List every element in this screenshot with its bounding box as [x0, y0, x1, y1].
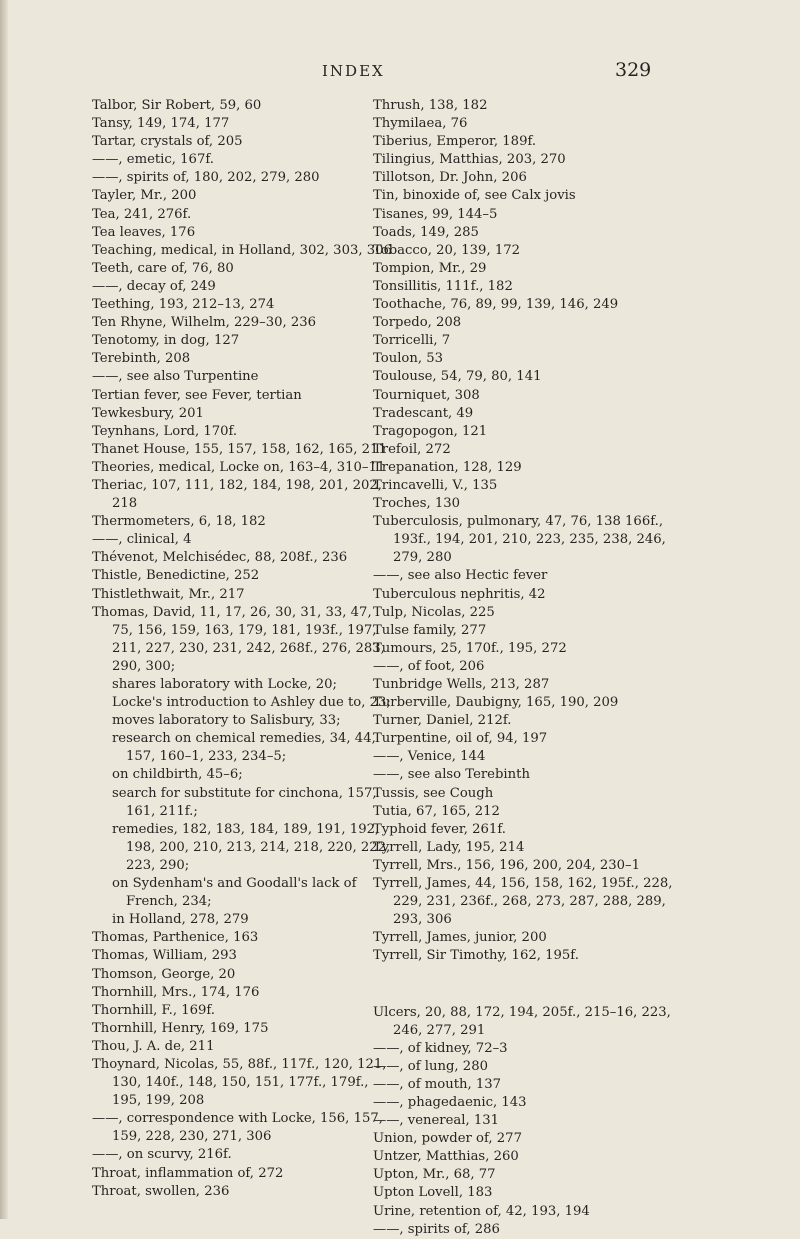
index-entry: Teaching, medical, in Holland, 302, 303, 306: [92, 242, 392, 258]
index-entry: Tewkesbury, 201: [92, 405, 204, 421]
index-entry: Tourniquet, 308: [373, 387, 480, 403]
index-entry: Tuberculosis, pulmonary, 47, 76, 138 166f., 193f., 194, 201, 210, 223, 235, 238, 246, 279, 280: [373, 514, 666, 566]
index-entry: Talbor, Sir Robert, 59, 60: [92, 98, 262, 113]
index-entry: ——, Venice, 144: [373, 749, 486, 765]
index-entry: Thévenot, Melchisédec, 88, 208f., 236: [92, 550, 348, 566]
index-subentry: moves laboratory to Salisbury, 33;: [112, 713, 341, 729]
running-head: INDEX: [322, 62, 385, 80]
index-entry: Tilingius, Matthias, 203, 270: [373, 152, 566, 168]
index-entry: ——, see also Turpentine: [92, 369, 259, 385]
index-entry: Terebinth, 208: [92, 351, 191, 367]
index-entry: ——, of foot, 206: [373, 658, 485, 674]
index-entry: Thistle, Benedictine, 252: [92, 568, 260, 584]
index-entry: Tobacco, 20, 139, 172: [373, 242, 520, 258]
index-subentry: on Sydenham's and Goodall's lack of French, 234;: [112, 876, 357, 910]
index-entry: Teeth, care of, 76, 80: [92, 260, 234, 276]
index-entry: Teynhans, Lord, 170f.: [92, 423, 238, 439]
index-entry: Tartar, crystals of, 205: [92, 134, 243, 150]
index-entry: Tansy, 149, 174, 177: [92, 116, 230, 132]
index-subentry: on childbirth, 45–6;: [112, 767, 243, 783]
index-entry: Toads, 149, 285: [373, 224, 479, 240]
index-entry: Toothache, 76, 89, 99, 139, 146, 249: [373, 297, 619, 313]
index-entry: Thomas, David, 11, 17, 26, 30, 31, 33, 47, 75, 156, 159, 163, 179, 181, 193f., 197, 211, 227, 230, 231, 242, 268f., 276, 283, 290, 300;: [92, 604, 385, 674]
index-entry: Tayler, Mr., 200: [92, 188, 197, 204]
letter-section-gap: [373, 966, 673, 1004]
index-entry: Throat, inflammation of, 272: [92, 1165, 284, 1181]
index-entry: ——, of lung, 280: [373, 1058, 488, 1074]
index-entry: Turner, Daniel, 212f.: [373, 713, 512, 729]
index-entry: Tyrrell, Mrs., 156, 196, 200, 204, 230–1: [373, 857, 641, 873]
index-entry: Trincavelli, V., 135: [373, 477, 498, 493]
index-entry: Tussis, see Cough: [373, 785, 494, 801]
index-entry: ——, spirits of, 180, 202, 279, 280: [92, 170, 320, 186]
index-entry: Ulcers, 20, 88, 172, 194, 205f., 215–16, 223, 246, 277, 291: [373, 1004, 671, 1038]
index-entry: Tertian fever, see Fever, tertian: [92, 387, 302, 403]
index-entry: ——, emetic, 167f.: [92, 152, 214, 168]
index-entry: ——, clinical, 4: [92, 532, 192, 548]
index-entry: Thomas, William, 293: [92, 948, 237, 964]
index-column-right: [373, 97, 673, 1239]
index-entry: ——, venereal, 131: [373, 1113, 500, 1129]
index-subentry: remedies, 182, 183, 184, 189, 191, 192, 198, 200, 210, 213, 214, 218, 220, 222, 223, 290;: [112, 821, 391, 873]
index-entry: Ten Rhyne, Wilhelm, 229–30, 236: [92, 315, 317, 331]
index-entry: Tragopogon, 121: [373, 423, 488, 439]
index-entry: Thomas, Parthenice, 163: [92, 930, 259, 946]
index-entry: Teething, 193, 212–13, 274: [92, 297, 275, 313]
index-entry: Tulse family, 277: [373, 622, 487, 638]
page-binding-edge: [0, 0, 8, 1219]
index-entry: Tyrrell, James, 44, 156, 158, 162, 195f., 228, 229, 231, 236f., 268, 273, 287, 288, 289, 293, 306: [373, 876, 673, 928]
index-entry: Torpedo, 208: [373, 315, 462, 331]
index-entry: Tutia, 67, 165, 212: [373, 803, 500, 819]
index-entry: Torricelli, 7: [373, 333, 451, 349]
index-entry: ——, phagedaenic, 143: [373, 1094, 527, 1110]
index-entry: Tunbridge Wells, 213, 287: [373, 677, 550, 692]
index-entry: ——, of mouth, 137: [373, 1076, 502, 1092]
index-subentry: shares laboratory with Locke, 20;: [112, 677, 337, 692]
index-entry: Theriac, 107, 111, 182, 184, 198, 201, 202, 218: [92, 477, 382, 512]
index-entry: Thanet House, 155, 157, 158, 162, 165, 211: [92, 441, 387, 457]
index-entry: Tenotomy, in dog, 127: [92, 333, 240, 349]
index-entry: Theories, medical, Locke on, 163–4, 310–11: [92, 459, 386, 475]
index-entry: Tisanes, 99, 144–5: [373, 206, 498, 222]
index-entry: Thymilaea, 76: [373, 116, 468, 132]
index-entry: Tompion, Mr., 29: [373, 260, 487, 276]
index-entry: ——, decay of, 249: [92, 278, 216, 294]
index-entry: ——, of kidney, 72–3: [373, 1040, 508, 1056]
index-entry: Turberville, Daubigny, 165, 190, 209: [373, 695, 619, 711]
index-entry: Upton Lovell, 183: [373, 1185, 493, 1201]
index-entry: ——, see also Terebinth: [373, 767, 530, 783]
index-entry: Thoynard, Nicolas, 55, 88f., 117f., 120, 121, 130, 140f., 148, 150, 151, 177f., 179f., 195, 199, 208: [92, 1056, 387, 1109]
index-entry: Tumours, 25, 170f., 195, 272: [373, 640, 567, 656]
index-entry: Toulon, 53: [373, 351, 444, 367]
index-entry: Troches, 130: [373, 496, 461, 512]
index-entry: Tillotson, Dr. John, 206: [373, 170, 527, 186]
index-entry: Trefoil, 272: [373, 441, 451, 457]
index-entry: Tradescant, 49: [373, 405, 474, 421]
index-entry: Upton, Mr., 68, 77: [373, 1167, 496, 1183]
index-entry: Tea leaves, 176: [92, 224, 196, 240]
index-entry: Thermometers, 6, 18, 182: [92, 514, 266, 530]
index-entry: Thrush, 138, 182: [373, 98, 488, 113]
index-entry: ——, correspondence with Locke, 156, 157, 159, 228, 230, 271, 306: [92, 1111, 383, 1145]
index-entry: Tuberculous nephritis, 42: [373, 586, 546, 602]
page-header: [0, 59, 800, 84]
index-entry: Trepanation, 128, 129: [373, 459, 522, 475]
index-entry: Tyrrell, Sir Timothy, 162, 195f.: [373, 948, 579, 964]
index-column-left: [92, 97, 392, 1201]
index-subentry: search for substitute for cinchona, 157, 161, 211f.;: [112, 785, 377, 819]
index-entry: Throat, swollen, 236: [92, 1183, 230, 1199]
index-entry: Thou, J. A. de, 211: [92, 1038, 215, 1054]
index-entry: Tin, binoxide of, see Calx jovis: [373, 188, 576, 204]
index-entry: Typhoid fever, 261f.: [373, 821, 506, 837]
index-entry: Thornhill, Henry, 169, 175: [92, 1020, 269, 1036]
index-entry: Tea, 241, 276f.: [92, 206, 192, 222]
index-entry: Untzer, Matthias, 260: [373, 1149, 519, 1165]
index-entry: Turpentine, oil of, 94, 197: [373, 731, 548, 747]
index-entry: Thomson, George, 20: [92, 966, 236, 982]
index-subentry: Locke's introduction to Ashley due to, 23;: [112, 695, 391, 711]
index-subentry: in Holland, 278, 279: [112, 912, 249, 928]
index-entry: ——, see also Hectic fever: [373, 568, 548, 584]
index-entry: Union, powder of, 277: [373, 1131, 522, 1147]
index-entry: Tiberius, Emperor, 189f.: [373, 134, 537, 150]
index-entry: Tyrrell, Lady, 195, 214: [373, 839, 525, 855]
index-subentry: research on chemical remedies, 34, 44, 157, 160–1, 233, 234–5;: [112, 731, 376, 765]
index-entry: ——, spirits of, 286: [373, 1221, 500, 1237]
index-entry: Tyrrell, James, junior, 200: [373, 930, 547, 946]
index-entry: Thornhill, F., 169f.: [92, 1002, 215, 1018]
index-entry: Urine, retention of, 42, 193, 194: [373, 1203, 590, 1219]
index-entry: Thornhill, Mrs., 174, 176: [92, 984, 260, 1000]
page-number: 329: [615, 59, 652, 81]
index-entry: Tulp, Nicolas, 225: [373, 604, 495, 620]
index-entry: ——, on scurvy, 216f.: [92, 1147, 232, 1163]
index-entry: Tonsillitis, 111f., 182: [373, 278, 513, 294]
index-entry: Thistlethwait, Mr., 217: [92, 586, 245, 602]
index-entry: Toulouse, 54, 79, 80, 141: [373, 369, 542, 385]
